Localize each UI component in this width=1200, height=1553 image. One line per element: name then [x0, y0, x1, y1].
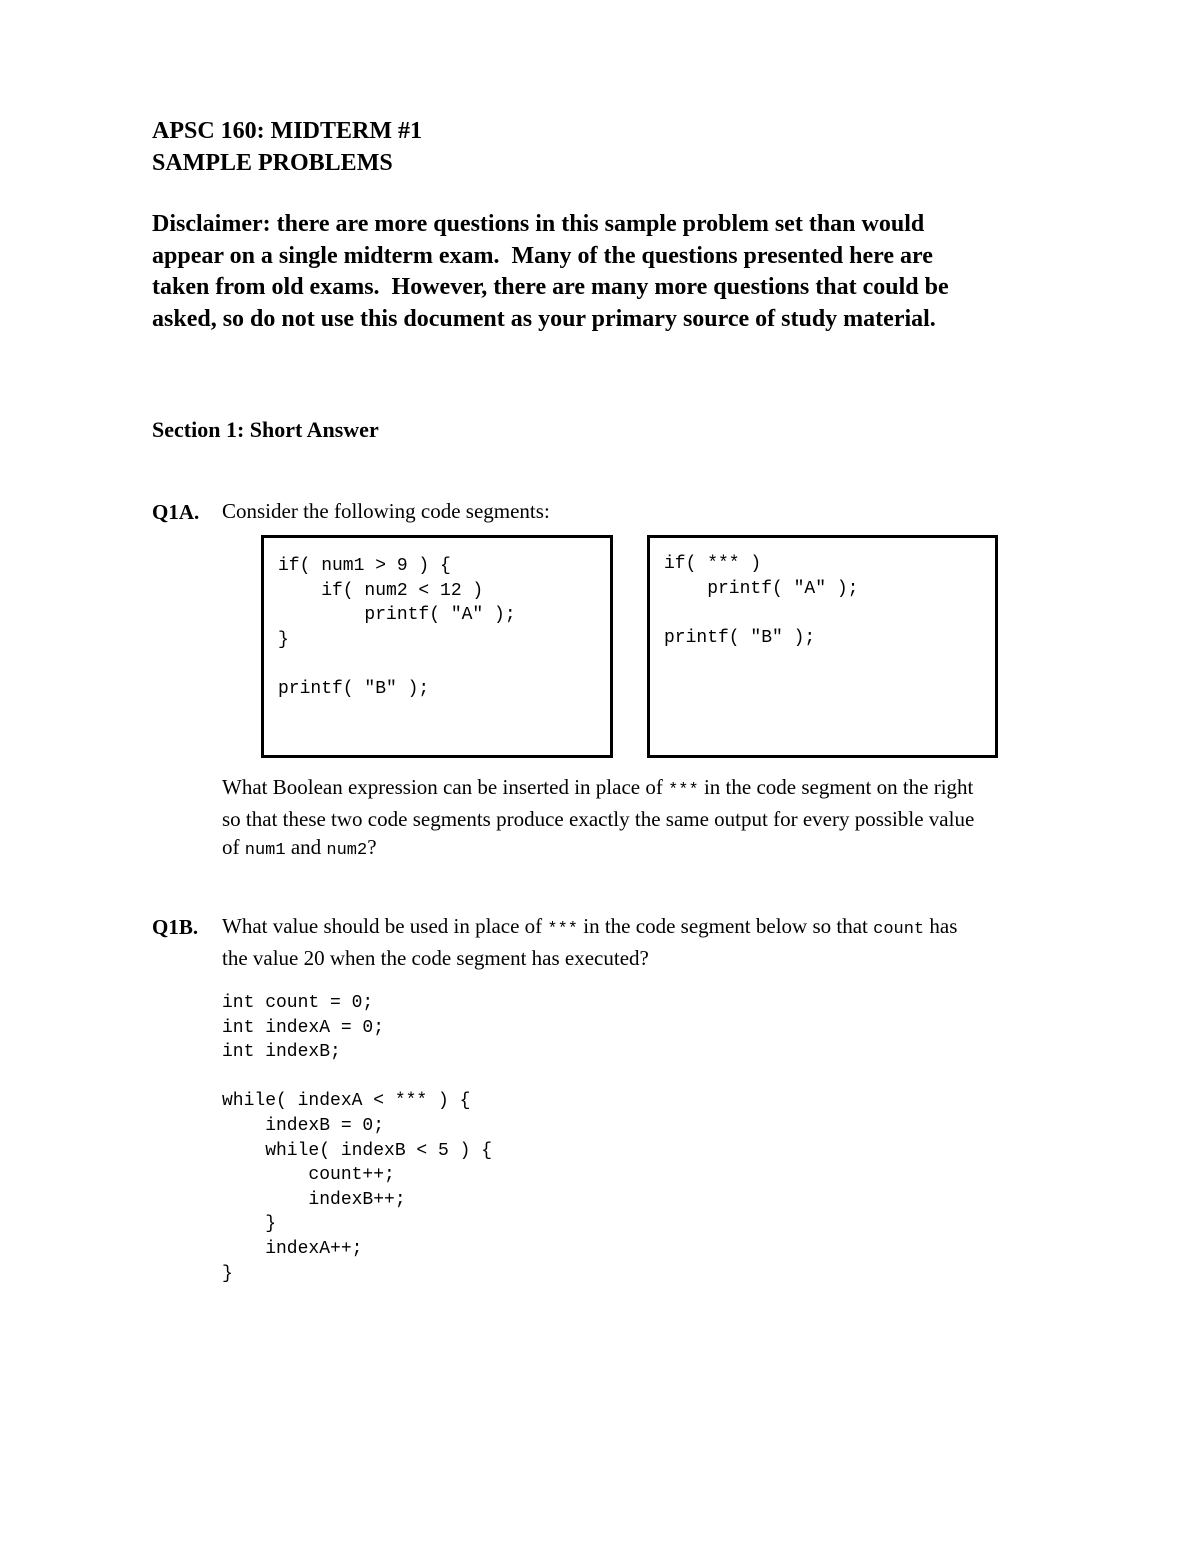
code-segment-q1b: int count = 0; int indexA = 0; int indexB; while( indexA < *** ) { indexB = 0; while( indexB < 5 ) { count++; indexB++; } indexA++; } [222, 993, 493, 1284]
document-subtitle: SAMPLE PROBLEMS [152, 150, 393, 176]
code-box-right [647, 535, 998, 758]
inline-code: *** [547, 920, 579, 939]
inline-code: count [873, 920, 925, 939]
inline-code: num1 [244, 841, 286, 860]
section-heading: Section 1: Short Answer [152, 417, 379, 442]
document-title: APSC 160: MIDTERM #1 [152, 118, 422, 144]
question-intro-q1a: Consider the following code segments: [222, 499, 550, 523]
question-text-q1b [222, 912, 957, 972]
question-line: of num1 and num2? [222, 835, 377, 860]
disclaimer-line: asked, so do not use this document as your primary source of study material. [152, 305, 936, 332]
question-label-q1a: Q1A. [152, 500, 200, 524]
question-line: What Boolean expression can be inserted in place of *** in the code segment on the right [222, 775, 974, 800]
question-line: so that these two code segments produce exactly the same output for every possible value [222, 807, 975, 831]
disclaimer-line: taken from old exams. However, there are many more questions that could be [152, 274, 949, 300]
code-block-q1b [222, 991, 492, 1286]
code-segment-left: if( num1 > 9 ) { if( num2 < 12 ) printf( "A" ); } printf( "B" ); [278, 556, 516, 699]
disclaimer-line: Disclaimer: there are more questions in this sample problem set than would [152, 211, 925, 237]
code-segment-right: if( *** ) printf( "A" ); printf( "B" ); [664, 554, 859, 648]
question-label-q1b: Q1B. [152, 915, 199, 939]
inline-code: *** [668, 781, 699, 800]
inline-code: num2 [326, 841, 368, 860]
code-box-left [261, 535, 613, 758]
disclaimer-paragraph [152, 209, 1082, 335]
disclaimer-line: appear on a single midterm exam. Many of the questions presented here are [152, 242, 933, 269]
question-line: the value 20 when the code segment has executed? [222, 946, 649, 970]
question-line: What value should be used in place of *** in the code segment below so that count has [222, 914, 958, 939]
question-text-q1a [222, 773, 974, 865]
